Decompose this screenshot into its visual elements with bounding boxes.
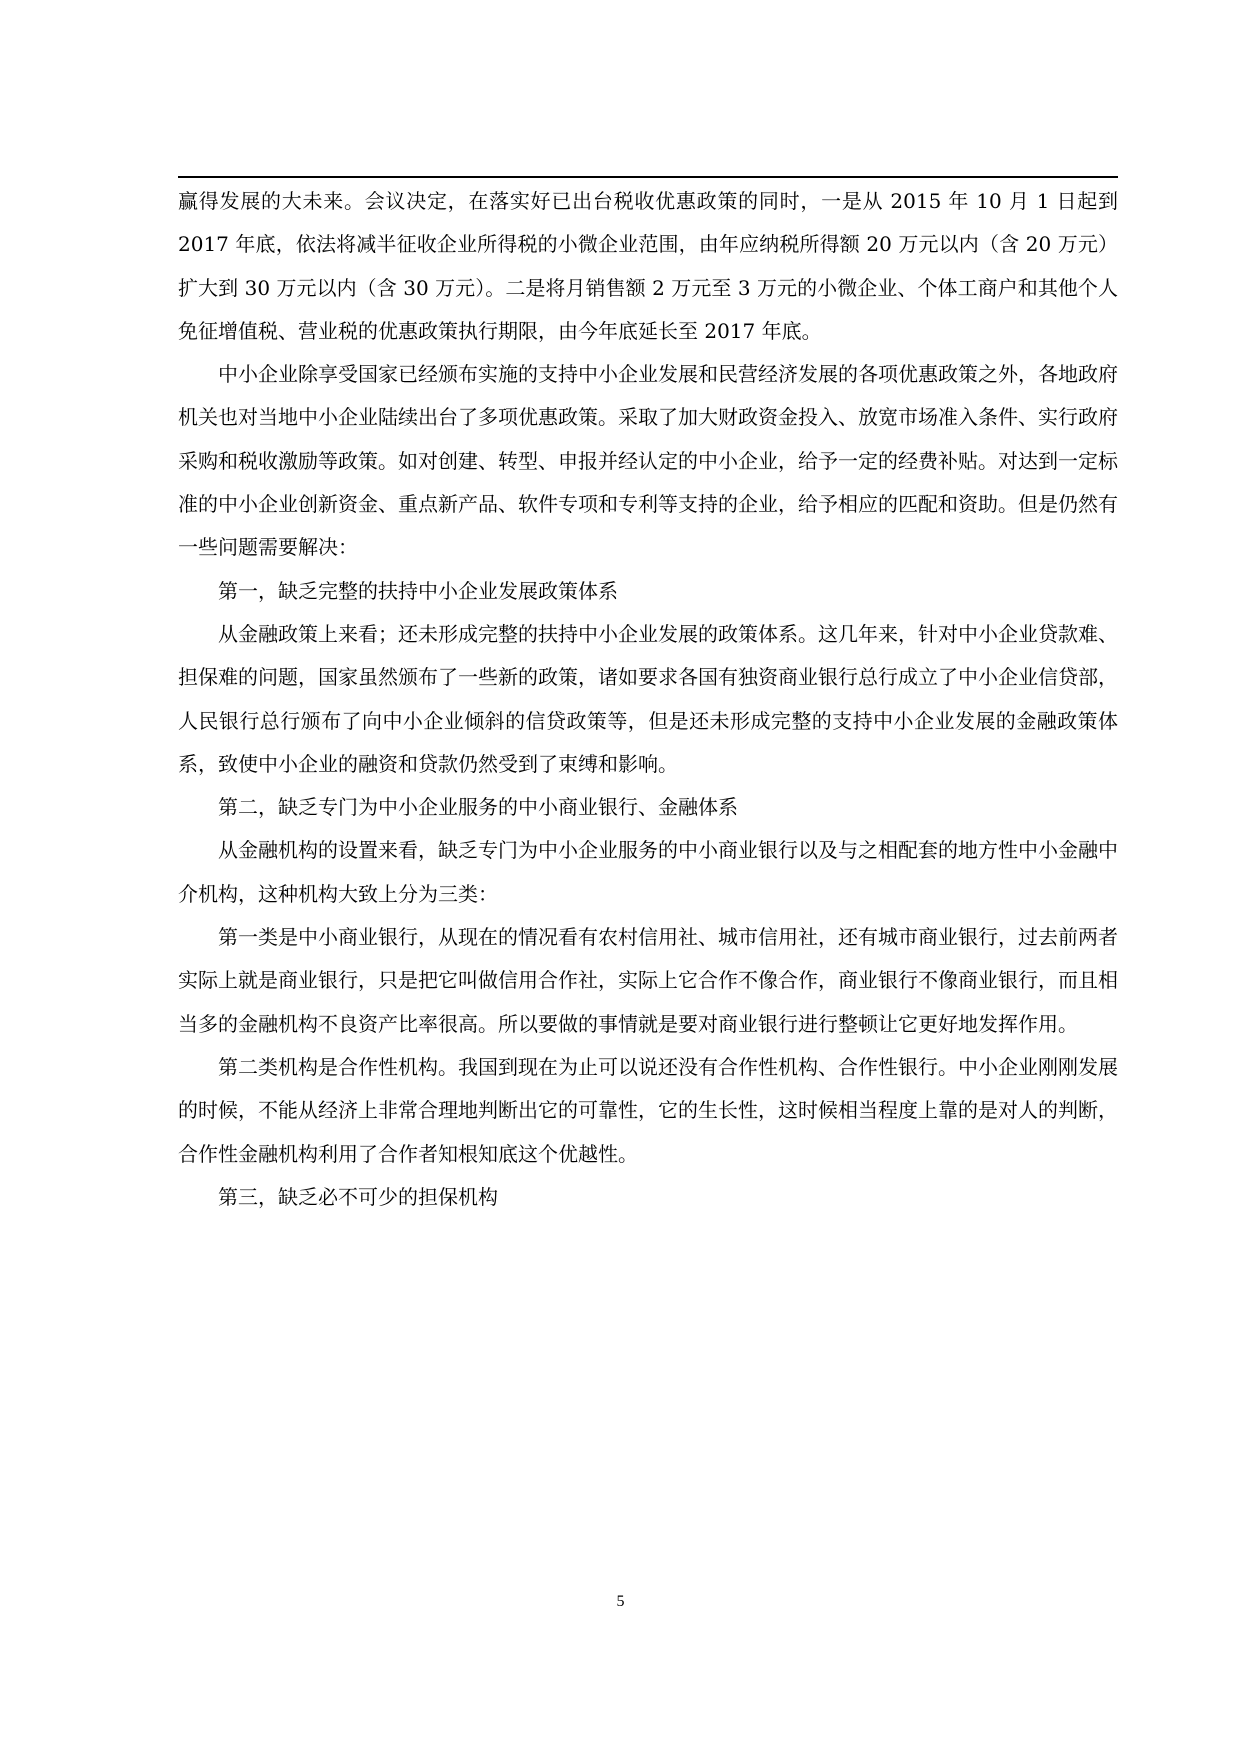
paragraph-4: 从金融机构的设置来看，缺乏专门为中小企业服务的中小商业银行以及与之相配套的地方性中小金融中介机构，这种机构大致上分为三类： bbox=[178, 838, 1118, 906]
section-heading-1: 第一，缺乏完整的扶持中小企业发展政策体系 bbox=[218, 578, 618, 603]
page-number: 5 bbox=[616, 1593, 625, 1610]
body-text bbox=[178, 180, 1118, 1219]
header-rule bbox=[178, 176, 1118, 178]
section-heading-3: 第三，缺乏必不可少的担保机构 bbox=[218, 1184, 498, 1209]
section-heading-2: 第二，缺乏专门为中小企业服务的中小商业银行、金融体系 bbox=[218, 795, 738, 820]
paragraph-2: 中小企业除享受国家已经颁布实施的支持中小企业发展和民营经济发展的各项优惠政策之外，各地政府机关也对当地中小企业陆续出台了多项优惠政策。采取了加大财政资金投入、放宽市场准入条件、实行政府采购和税收激励等政策。如对创建、转型、申报并经认定的中小企业，给予一定的经费补贴。对达到一定标准的中小企业创新资金、重点新产品、软件专项和专利等支持的企业，给予相应的匹配和资助。但是仍然有一些问题需要解决： bbox=[178, 362, 1118, 560]
paragraph-3: 从金融政策上来看；还未形成完整的扶持中小企业发展的政策体系。这几年来，针对中小企业贷款难、担保难的问题，国家虽然颁布了一些新的政策，诸如要求各国有独资商业银行总行成立了中小企业信贷部，人民银行总行颁布了向中小企业倾斜的信贷政策等，但是还未形成完整的支持中小企业发展的金融政策体系，致使中小企业的融资和贷款仍然受到了束缚和影响。 bbox=[178, 621, 1118, 776]
paragraph-1: 赢得发展的大未来。会议决定，在落实好已出台税收优惠政策的同时，一是从 2015 年 10 月 1 日起到 2017 年底，依法将减半征收企业所得税的小微企业范围，由年应纳税所得额 20 万元以内（含 20 万元）扩大到 30 万元以内（含 30 万元）。二是将月销售额 2 万元至 3 万元的小微企业、个体工商户和其他个人免征增值税、营业税的优惠政策执行期限，由今年底延长至 2017 年底。 bbox=[178, 189, 1118, 343]
paragraph-5: 第一类是中小商业银行，从现在的情况看有农村信用社、城市信用社，还有城市商业银行，过去前两者实际上就是商业银行，只是把它叫做信用合作社，实际上它合作不像合作，商业银行不像商业银行，而且相当多的金融机构不良资产比率很高。所以要做的事情就是要对商业银行进行整顿让它更好地发挥作用。 bbox=[178, 925, 1118, 1036]
paragraph-6: 第二类机构是合作性机构。我国到现在为止可以说还没有合作性机构、合作性银行。中小企业刚刚发展的时候，不能从经济上非常合理地判断出它的可靠性，它的生长性，这时候相当程度上靠的是对人的判断，合作性金融机构利用了合作者知根知底这个优越性。 bbox=[178, 1054, 1118, 1166]
